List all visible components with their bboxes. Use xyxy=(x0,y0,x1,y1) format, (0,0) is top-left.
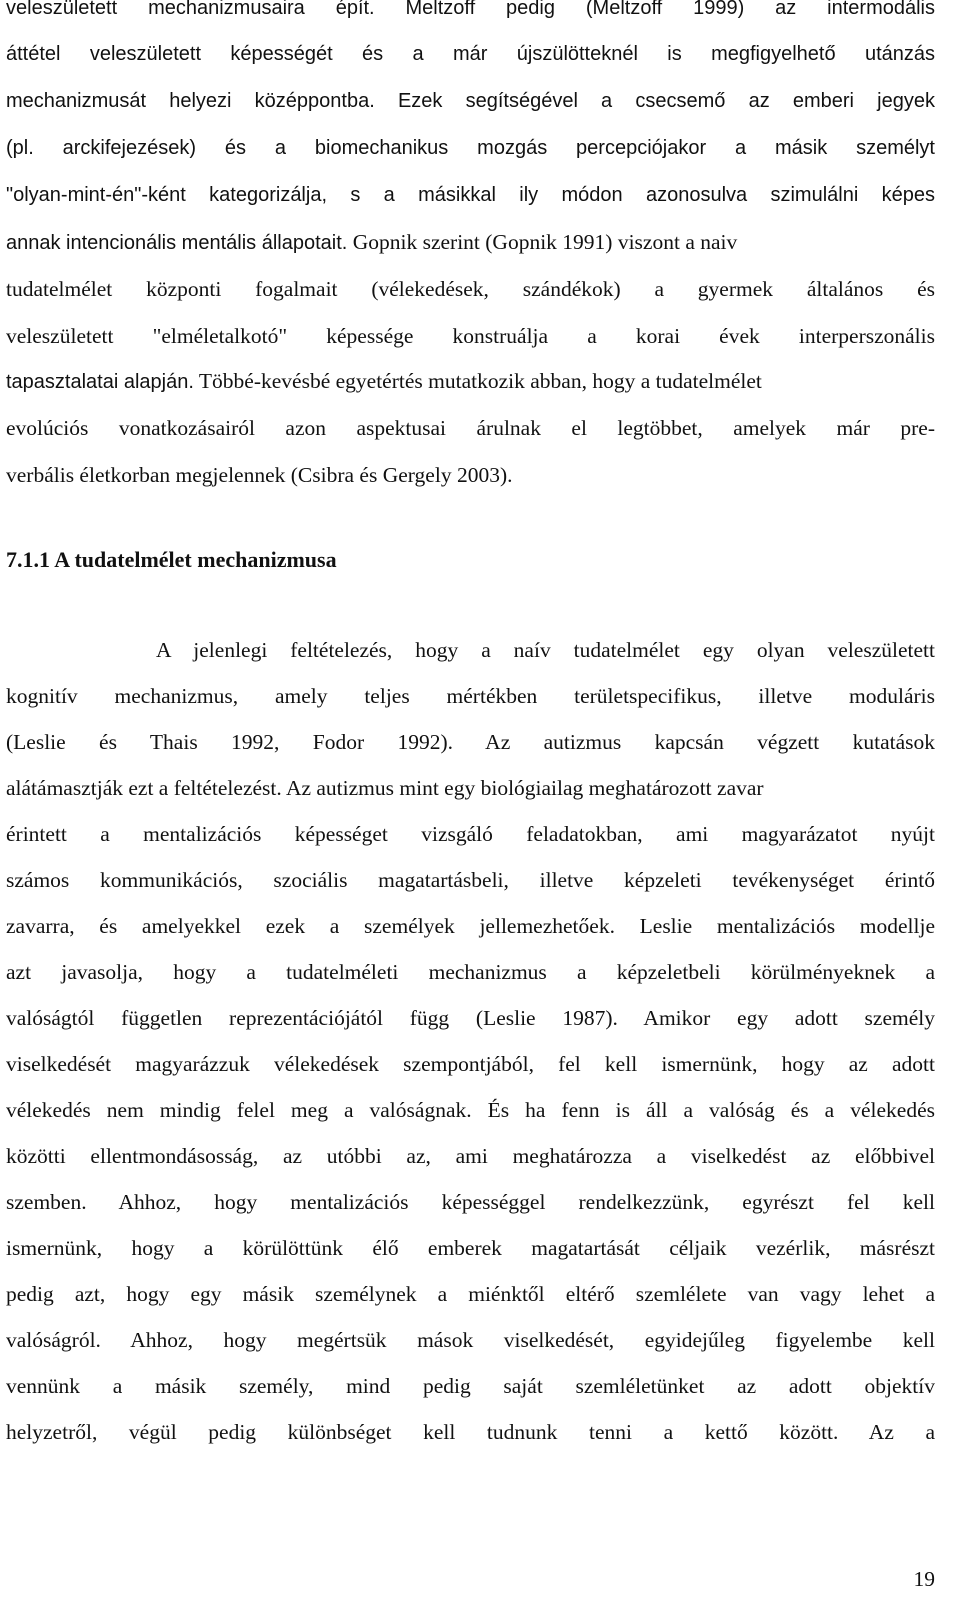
paragraph-line: veleszületett "elméletalkotó" képessége konstruálja a korai évek interperszonális xyxy=(6,324,935,348)
paragraph-line: számos kommunikációs, szociális magatartásbeli, illetve képzeleti tevékenységet érintő xyxy=(6,868,935,892)
paragraph-line: azt javasolja, hogy a tudatelméleti mechanizmus a képzeletbeli körülményeknek a xyxy=(6,960,935,984)
paragraph-line: evolúciós vonatkozásairól azon aspektusai árulnak el legtöbbet, amelyek már pre- xyxy=(6,416,935,440)
page-number: 19 xyxy=(913,1567,935,1591)
section-heading: 7.1.1 A tudatelmélet mechanizmusa xyxy=(6,547,337,572)
paragraph-fragment: Többé-kevésbé egyetértés mutatkozik abban, hogy a tudatelmélet xyxy=(193,369,762,393)
paragraph-line: ismernünk, hogy a körülöttünk élő emberek magatartását céljaik vezérlik, másrészt xyxy=(6,1236,935,1260)
paragraph-line: "olyan-mint-én"-ként kategorizálja, s a másikkal ily módon azonosulva szimulálni képes xyxy=(6,184,935,206)
paragraph-line: helyzetről, végül pedig különbséget kell tudnunk tenni a kettő között. Az a xyxy=(6,1420,935,1444)
paragraph-line: kognitív mechanizmus, amely teljes mértékben területspecifikus, illetve moduláris xyxy=(6,684,935,708)
paragraph-line: vennünk a másik személy, mind pedig saját szemléletünket az adott objektív xyxy=(6,1374,935,1398)
paragraph-line: szemben. Ahhoz, hogy mentalizációs képességgel rendelkezzünk, egyrészt fel kell xyxy=(6,1190,935,1214)
paragraph-line: A jelenlegi feltételezés, hogy a naív tudatelmélet egy olyan veleszületett xyxy=(156,638,935,662)
paragraph-line xyxy=(6,774,935,802)
paragraph-fragment: alátámasztják ezt a feltételezést. xyxy=(6,776,282,800)
paragraph-line: viselkedését magyarázzuk vélekedések szempontjából, fel kell ismernünk, hogy az adott xyxy=(6,1052,935,1076)
paragraph-line: (Leslie és Thais 1992, Fodor 1992). Az autizmus kapcsán végzett kutatások xyxy=(6,730,935,754)
paragraph-fragment: tapasztalatai alapján. xyxy=(6,371,194,393)
paragraph-line: tudatelmélet központi fogalmait (vélekedések, szándékok) a gyermek általános és xyxy=(6,277,935,301)
paragraph-line: mechanizmusát helyezi középpontba. Ezek segítségével a csecsemő az emberi jegyek xyxy=(6,90,935,112)
paragraph-line: valóságról. Ahhoz, hogy megértsük mások viselkedését, egyidejűleg figyelembe kell xyxy=(6,1328,935,1352)
paragraph-fragment: Az autizmus mint egy biológiailag meghatározott zavar xyxy=(281,776,764,800)
paragraph-line: verbális életkorban megjelennek (Csibra és Gergely 2003). xyxy=(6,463,513,487)
paragraph-line: vélekedés nem mindig felel meg a valóságnak. És ha fenn is áll a valóság és a vélekedés xyxy=(6,1098,935,1122)
paragraph-line: pedig azt, hogy egy másik személynek a miénktől eltérő szemlélete van vagy lehet a xyxy=(6,1282,935,1306)
paragraph-fragment: annak intencionális mentális állapotait. xyxy=(6,232,348,254)
paragraph-line: áttétel veleszületett képességét és a már újszülötteknél is megfigyelhető utánzás xyxy=(6,43,935,65)
paragraph-line: valóságtól független reprezentációjától függ (Leslie 1987). Amikor egy adott személy xyxy=(6,1006,935,1030)
paragraph-line: veleszületett mechanizmusaira épít. Meltzoff pedig (Meltzoff 1999) az intermodális xyxy=(6,0,935,19)
paragraph-line: közötti ellentmondásosság, az utóbbi az, ami meghatározza a viselkedést az előbbivel xyxy=(6,1144,935,1168)
paragraph-line: zavarra, és amelyekkel ezek a személyek jellemezhetőek. Leslie mentalizációs modellje xyxy=(6,914,935,938)
paragraph-line xyxy=(6,228,935,257)
paragraph-fragment: Gopnik szerint (Gopnik 1991) viszont a naiv xyxy=(347,230,738,254)
paragraph-line: érintett a mentalizációs képességet vizsgáló feladatokban, ami magyarázatot nyújt xyxy=(6,822,935,846)
paragraph-line: (pl. arckifejezések) és a biomechanikus mozgás percepciójakor a másik személyt xyxy=(6,137,935,159)
paragraph-line xyxy=(6,367,935,396)
